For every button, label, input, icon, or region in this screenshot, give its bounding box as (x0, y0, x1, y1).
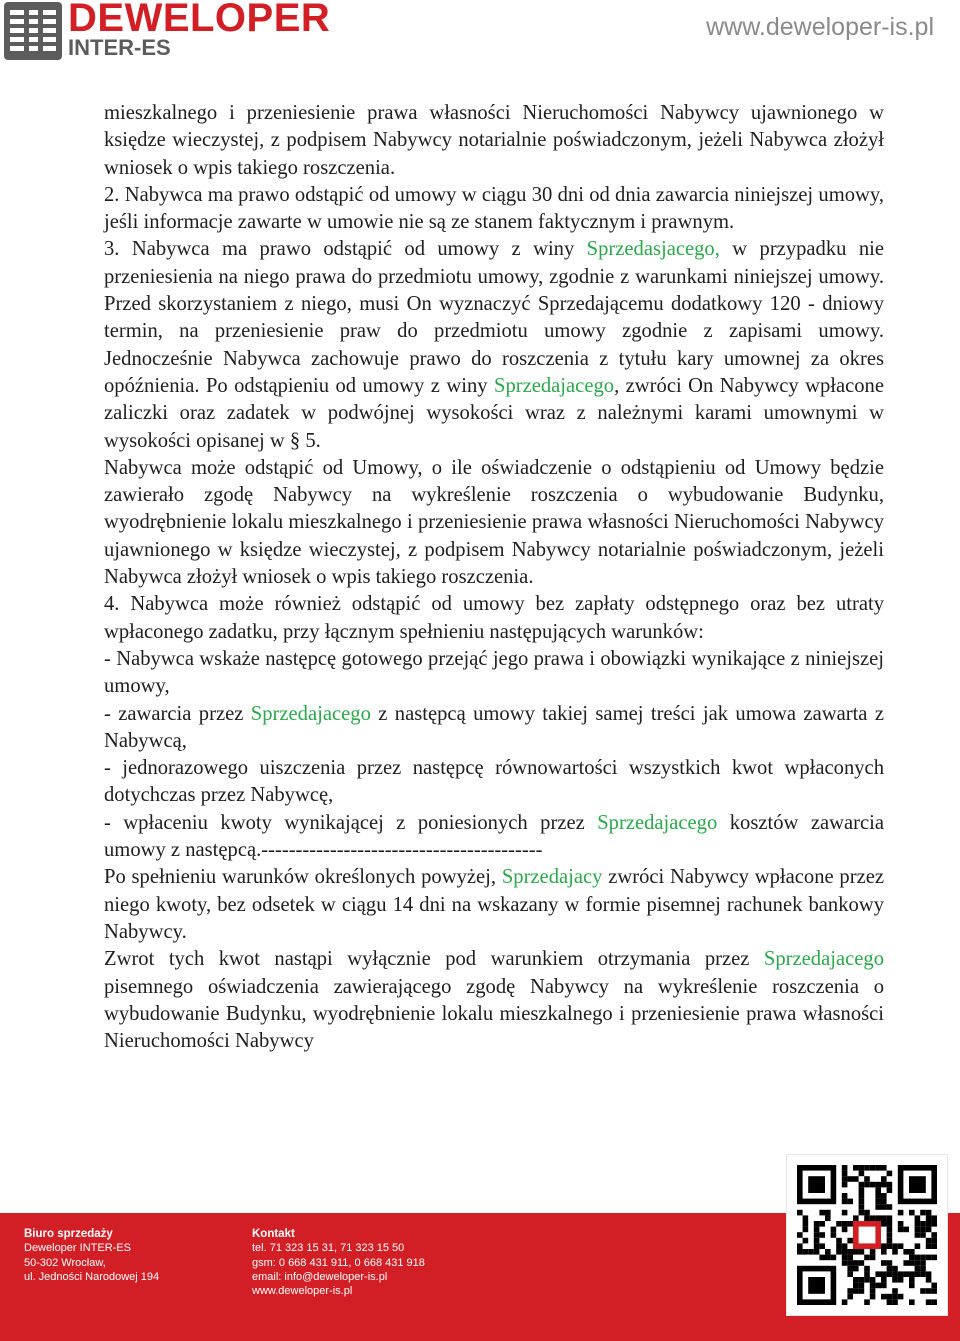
text-segment: - Nabywca wskaże następcę gotowego przejąć jego prawa i obowiązki wynikające z niniejszej umowy, (104, 647, 884, 698)
text-segment: Nabywca może odstąpić od Umowy, o ile oświadczenie o odstąpieniu od Umowy będzie zawierało zgodę Nabywcy na wykreślenie roszczenia o wybudowanie Budynku, wyodrębnienie lokalu mieszkalnego i przeniesienie prawa własności Nieruchomości Nabywcy ujawnionego w księdze wieczystej, z podpisem Nabywcy notarialnie poświadczonym, jeżeli Nabywca złożył wniosek o wpis takiego roszczenia. (104, 456, 884, 589)
contact-website[interactable]: www.deweloper-is.pl (252, 1285, 353, 1298)
paragraph (104, 182, 884, 237)
text-segment: Zwrot tych kwot nastąpi wyłącznie pod warunkiem otrzymania przez (104, 948, 764, 971)
text-segment: - zawarcia przez (104, 702, 251, 725)
contact-block (252, 1227, 425, 1298)
contact-phone[interactable]: tel. 71 323 15 31, 71 323 15 50 (252, 1242, 405, 1255)
sales-office-line: 50-302 Wrocław, (24, 1256, 106, 1269)
text-segment: 4. Nabywca może również odstąpić od umowy bez zapłaty odstępnego oraz bez utraty wpłaconego zadatku, przy łącznym spełnieniu następujących warunków: (104, 593, 884, 643)
page-header (0, 0, 960, 64)
highlighted-term: Sprzedajacego (763, 948, 884, 971)
text-segment: 3. Nabywca ma prawo odstąpić od umowy z winy (104, 238, 587, 261)
text-segment: - wpłaceniu kwoty wynikającej z poniesionych przez (104, 811, 598, 834)
contact-email[interactable]: email: info@deweloper-is.pl (252, 1270, 388, 1283)
building-logo-icon (4, 2, 62, 60)
text-segment: w przypadku nie przeniesienia na niego prawa do przedmiotu umowy, zgodnie z warunkami niniejszej umowy. Przed skorzystaniem z niego, musi On wyznaczyć Sprzedającemu dodatkowy 120 - dniowy termin, na przeniesienie praw do przedmiotu umowy zgodnie z zapisami umowy. Jednocześnie Nabywca zachowuje prawo do roszczenia z tytułu kary umownej za okres opóźnienia. Po odstąpieniu od umowy z winy (104, 238, 884, 397)
highlighted-term: Sprzedasjacego, (586, 238, 720, 261)
paragraph (104, 100, 884, 182)
text-segment: , zwróci On Nabywcy wpłacone zaliczki oraz zadatek w podwójnej wysokości wraz z należnymi karami umownymi w wysokości opisanej w § 5. (104, 374, 884, 452)
text-segment: - jednorazowego uiszczenia przez następcę równowartości wszystkich kwot wpłaconych dotychczas przez Nabywcę, (104, 757, 884, 807)
brand-name: DEWELOPER (68, 0, 331, 40)
brand-subname: INTER-ES (68, 35, 171, 60)
qr-code-icon (787, 1155, 947, 1315)
website-link[interactable]: www.deweloper-is.pl (706, 13, 934, 41)
document-body (104, 100, 884, 1055)
highlighted-term: Sprzedajacego (493, 374, 615, 397)
qr-code[interactable] (786, 1154, 948, 1316)
paragraph (104, 701, 884, 756)
paragraph (104, 455, 884, 591)
contact-heading: Kontakt (252, 1228, 295, 1240)
highlighted-term: Sprzedajacego (250, 702, 371, 725)
highlighted-term: Sprzedajacy (501, 866, 603, 889)
text-segment: zwróci Nabywcy wpłacone przez niego kwoty, bez odsetek w ciągu 14 dni na wskazany w formie pisemnej rachunek bankowy Nabywcy. (104, 866, 885, 943)
paragraph (104, 646, 884, 701)
text-segment: pisemnego oświadczenia zawierającego zgodę Nabywcy na wykreślenie roszczenia o wybudowanie Budynku, wyodrębnienie lokalu mieszkalnego i przeniesienie prawa własności Nieruchomości Nabywcy (104, 975, 884, 1053)
text-segment: mieszkalnego i przeniesienie prawa własności Nieruchomości Nabywcy ujawnionego w księdze wieczystej, z podpisem Nabywcy notarialnie poświadczonym, jeżeli Nabywca złożył wniosek o wpis takiego roszczenia. (104, 102, 884, 179)
sales-office-line: Deweloper INTER-ES (24, 1242, 131, 1255)
contact-mobile[interactable]: gsm: 0 668 431 911, 0 668 431 918 (252, 1256, 425, 1269)
paragraph (104, 864, 884, 946)
text-segment: z następcą umowy takiej samej treści jak umowa zawarta z Nabywcą, (104, 702, 884, 752)
highlighted-term: Sprzedajacego (597, 811, 718, 834)
sales-office-heading: Biuro sprzedaży (24, 1228, 113, 1240)
sales-office-block (24, 1227, 159, 1284)
text-segment: 2. Nabywca ma prawo odstąpić od umowy w ciągu 30 dni od dnia zawarcia niniejszej umowy, jeśli informacje zawarte w umowie nie są ze stanem faktycznym i prawnym. (104, 183, 884, 234)
paragraph (104, 755, 884, 810)
paragraph (104, 946, 884, 1055)
paragraph (104, 236, 884, 454)
text-segment: kosztów zawarcia umowy z następcą.----------------------------------------- (104, 811, 884, 862)
paragraph (104, 591, 884, 646)
text-segment: Po spełnieniu warunków określonych powyżej, (104, 866, 502, 889)
paragraph (104, 810, 884, 865)
sales-office-line: ul. Jedności Narodowej 194 (24, 1270, 160, 1283)
